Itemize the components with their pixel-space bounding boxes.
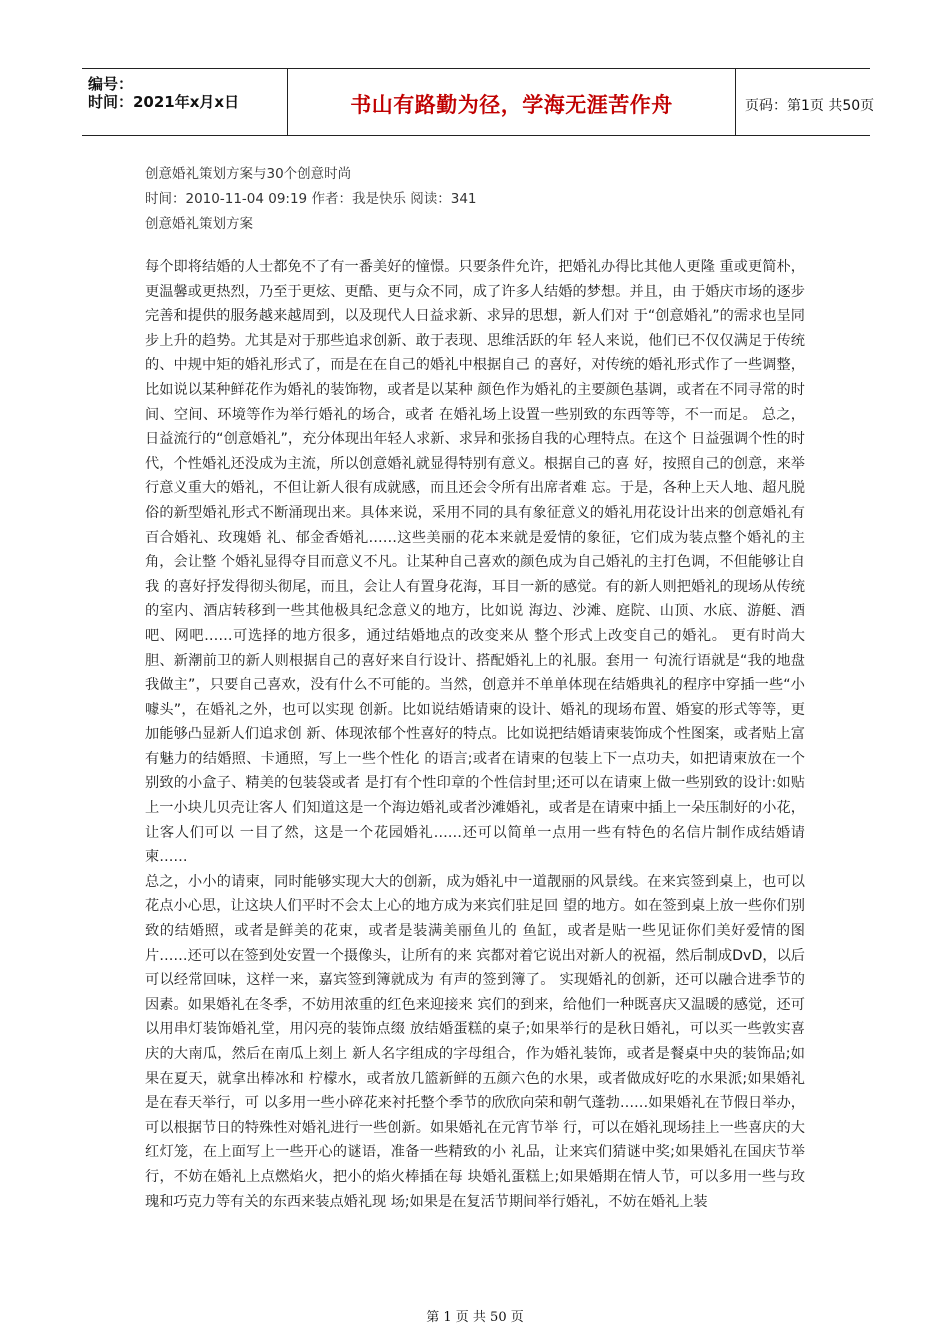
article-info: 时间：2010-11-04 09:19 作者：我是快乐 阅读：341	[145, 191, 477, 207]
motto-text: 书山有路勤为径，学海无涯苦作舟	[350, 93, 673, 117]
page-header	[82, 68, 875, 136]
header-motto-cell	[287, 69, 736, 135]
article-body	[145, 255, 805, 1214]
document-time-label: 时间：2021年x月x日	[88, 93, 240, 111]
article-title: 创意婚礼策划方案与30个创意时尚	[145, 166, 352, 182]
body-paragraph: 每个即将结婚的人士都免不了有一番美好的憧憬。只要条件允许，把婚礼办得比其他人更隆 重或更简朴，更温馨或更热烈，乃至于更炫、更酷、更与众不同，成了许多人结婚的梦想。并且，由 于婚庆市场的逐步完善和提供的服务越来越周到，以及现代人日益求新、求异的思想，新人们对 于“创意婚礼”的需求也呈同步上升的趋势。尤其是对于那些追求创新、敢于表现、思维活跃的年 轻人来说，他们已不仅仅满足于传统的、中规中矩的婚礼形式了，而是在在自己的婚礼中根据自己 的喜好，对传统的婚礼形式作了一些调整，比如说以某种鲜花作为婚礼的装饰物，或者是以某种 颜色作为婚礼的主要颜色基调，或者在不同寻常的时间、空间、环境等作为举行婚礼的场合，或者 在婚礼场上设置一些别致的东西等等，不一而足。 总之，日益流行的“创意婚礼”，充分体现出年轻人求新、求异和张扬自我的心理特点。在这个 日益强调个性的时代，个性婚礼还没成为主流，所以创意婚礼就显得特别有意义。根据自己的喜 好，按照自己的创意，来举行意义重大的婚礼，不但让新人很有成就感，而且还会令所有出席者难 忘。于是，各种上天人地、超凡脱俗的新型婚礼形式不断涌现出来。具体来说，采用不同的具有象征意义的婚礼用花设计出来的创意婚礼有百合婚礼、玫瑰婚 礼、郁金香婚礼……这些美丽的花本来就是爱情的象征，它们成为装点整个婚礼的主角，会让整 个婚礼显得夺目而意义不凡。让某种自己喜欢的颜色成为自己婚礼的主打色调，不但能够让自我 的喜好抒发得彻头彻尾，而且，会让人有置身花海，耳目一新的感觉。有的新人则把婚礼的现场从传统的室内、酒店转移到一些其他极具纪念意义的地方，比如说 海边、沙滩、庭院、山顶、水底、游艇、酒吧、网吧……可选择的地方很多，通过结婚地点的改变来从 整个形式上改变自己的婚礼。 更有时尚大胆、新潮前卫的新人则根据自己的喜好来自行设计、搭配婚礼上的礼服。套用一 句流行语就是“我的地盘我做主”，只要自己喜欢，没有什么不可能的。当然，创意并不单单体现在结婚典礼的程序中穿插一些“小噱头”，在婚礼之外，也可以实现 创新。比如说结婚请柬的设计、婚礼的现场布置、婚宴的形式等等，更加能够凸显新人们追求创 新、体现浓郁个性喜好的特点。比如说把结婚请柬装饰成个性图案，或者贴上富有魅力的结婚照、卡通照，写上一些个性化 的语言;或者在请柬的包装上下一点功夫，如把请柬放在一个别致的小盒子、精美的包装袋或者 是打有个性印章的个性信封里;还可以在请柬上做一些别致的设计:如贴上一小块儿贝壳让客人 们知道这是一个海边婚礼或者沙滩婚礼，或者是在请柬中插上一朵压制好的小花，让客人们可以 一目了然，这是一个花园婚礼……还可以简单一点用一些有特色的名信片制作成结婚请柬……	[145, 259, 805, 866]
page-number-info: 页码：第1页 共50页	[745, 98, 875, 114]
body-paragraph: 总之，小小的请柬，同时能够实现大大的创新，成为婚礼中一道靓丽的风景线。在来宾签到桌上，也可以花点小心思，让这块人们平时不会太上心的地方成为来宾们驻足回 望的地方。如在签到桌上放一些你们别致的结婚照，或者是鲜美的花束，或者是装满美丽鱼儿的 鱼缸，或者是贴一些见证你们美好爱情的图片……还可以在签到处安置一个摄像头，让所有的来 宾都对着它说出对新人的祝福，然后制成DvD，以后可以经常回味，这样一来，嘉宾签到簿就成为 有声的签到簿了。 实现婚礼的创新，还可以融合进季节的因素。如果婚礼在冬季，不妨用浓重的红色来迎接来 宾们的到来，给他们一种既喜庆又温暖的感觉，还可以用串灯装饰婚礼堂，用闪亮的装饰点缀 放结婚蛋糕的桌子;如果举行的是秋日婚礼，可以买一些敦实喜庆的大南瓜，然后在南瓜上刻上 新人名字组成的字母组合，作为婚礼装饰，或者是餐桌中央的装饰品;如果在夏天，就拿出棒冰和 柠檬水，或者放几篮新鲜的五颜六色的水果，或者做成好吃的水果派;如果婚礼是在春天举行，可 以多用一些小碎花来衬托整个季节的欣欣向荣和朝气蓬勃……如果婚礼在节假日举办，可以根据节日的特殊性对婚礼进行一些创新。如果婚礼在元宵节举 行，可以在婚礼现场挂上一些喜庆的大红灯笼，在上面写上一些开心的谜语，准备一些精致的小 礼品，让来宾们猜谜中奖;如果婚礼在国庆节举行，不妨在婚礼上点燃焰火，把小的焰火棒插在每 块婚礼蛋糕上;如果婚期在情人节，可以多用一些与玫瑰和巧克力等有关的东西来装点婚礼现 场;如果是在复活节期间举行婚礼，不妨在婚礼上装	[145, 873, 805, 1210]
header-meta-cell	[82, 69, 287, 135]
header-page-cell	[735, 69, 875, 135]
document-number-label: 编号：	[88, 75, 134, 93]
page-footer: 第 1 页 共 50 页	[426, 1310, 524, 1325]
article-subtitle: 创意婚礼策划方案	[145, 216, 253, 232]
